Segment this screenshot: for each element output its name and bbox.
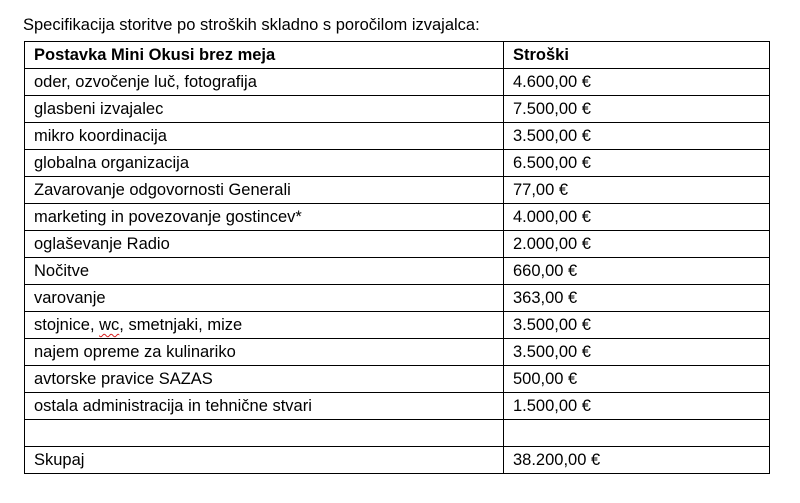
cost-cell (504, 420, 770, 447)
item-cell: oglaševanje Radio (25, 231, 504, 258)
item-cell: varovanje (25, 285, 504, 312)
table-row (25, 123, 770, 150)
cost-cell: 500,00 € (504, 366, 770, 393)
table-row (25, 177, 770, 204)
cost-cell: 1.500,00 € (504, 393, 770, 420)
table-row (25, 204, 770, 231)
table-row (25, 393, 770, 420)
table-header-row (25, 42, 770, 69)
item-cell: avtorske pravice SAZAS (25, 366, 504, 393)
cost-cell: 77,00 € (504, 177, 770, 204)
item-cell: najem opreme za kulinariko (25, 339, 504, 366)
item-cell: mikro koordinacija (25, 123, 504, 150)
table-row (25, 150, 770, 177)
total-row (25, 447, 770, 474)
cost-cell: 3.500,00 € (504, 312, 770, 339)
item-column-header: Postavka Mini Okusi brez meja (25, 42, 504, 69)
cost-cell: 3.500,00 € (504, 339, 770, 366)
cost-cell: 4.600,00 € (504, 69, 770, 96)
total-label: Skupaj (25, 447, 504, 474)
item-cell: Nočitve (25, 258, 504, 285)
item-cell: glasbeni izvajalec (25, 96, 504, 123)
table-row (25, 339, 770, 366)
item-text: , smetnjaki, mize (119, 316, 243, 334)
cost-column-header: Stroški (504, 42, 770, 69)
table-row (25, 231, 770, 258)
cost-cell: 363,00 € (504, 285, 770, 312)
cost-cell: 6.500,00 € (504, 150, 770, 177)
total-amount: 38.200,00 € (504, 447, 770, 474)
cost-cell: 3.500,00 € (504, 123, 770, 150)
cost-cell: 4.000,00 € (504, 204, 770, 231)
item-cell: Zavarovanje odgovornosti Generali (25, 177, 504, 204)
table-row (25, 366, 770, 393)
item-cell: globalna organizacija (25, 150, 504, 177)
table-row (25, 69, 770, 96)
spellcheck-flagged-word[interactable]: wc (99, 316, 120, 334)
cost-cell: 2.000,00 € (504, 231, 770, 258)
cost-cell: 7.500,00 € (504, 96, 770, 123)
empty-table-row (25, 420, 770, 447)
table-row (25, 96, 770, 123)
item-cell: oder, ozvočenje luč, fotografija (25, 69, 504, 96)
item-text: stojnice, (34, 316, 100, 334)
cost-cell: 660,00 € (504, 258, 770, 285)
item-cell: marketing in povezovanje gostincev* (25, 204, 504, 231)
table-row (25, 312, 770, 339)
item-cell (25, 312, 504, 339)
item-cell (25, 420, 504, 447)
table-row (25, 258, 770, 285)
cost-specification-table (24, 41, 770, 474)
table-row (25, 285, 770, 312)
document-caption: Specifikacija storitve po stroških skladno s poročilom izvajalca: (23, 16, 480, 34)
item-cell: ostala administracija in tehnične stvari (25, 393, 504, 420)
